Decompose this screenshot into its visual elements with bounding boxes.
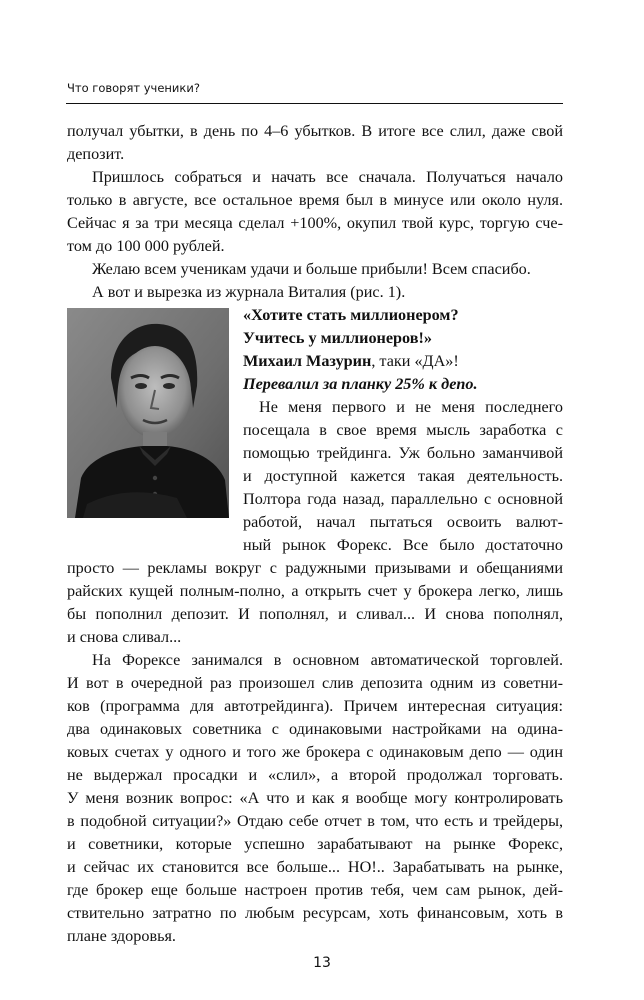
running-header: Что говорят ученики? (67, 81, 200, 95)
clipping-subheading: Перевалил за планку 25% к депо. (243, 375, 478, 393)
header-rule (66, 103, 563, 104)
text-line: и советники, которые успешно зарабатывают на рынке Форекс, (67, 835, 563, 853)
text-line: ков (программа для автотрейдинга). Причем интересная ситуация: (67, 697, 563, 715)
author-suffix: , таки «ДА»! (371, 352, 459, 370)
text-line: не выдержал просадки и «слил», а второй продолжал торговать. (67, 766, 563, 784)
text-line: Сейчас я за три месяца сделал +100%, окупил твой курс, торгую сче- (67, 214, 563, 232)
portrait-illustration (67, 308, 229, 518)
page-number: 13 (313, 955, 331, 971)
text-line: плане здоровья. (67, 927, 176, 945)
text-line: ствительно затратно по любым ресурсам, хоть финансовым, хоть в (67, 904, 563, 922)
text-line: Не меня первого и не меня последнего (259, 398, 563, 416)
text-line: посещала в свое время мысль заработка с (243, 421, 563, 439)
text-line: Полтора года назад, параллельно с основной (243, 490, 563, 508)
text-line: помощью трейдинга. Уж больно заманчивой (243, 444, 563, 462)
text-line: И вот в очередной раз произошел слив депозита одним из советни- (67, 674, 563, 692)
text-line: На Форексе занимался в основном автоматической торговлей. (92, 651, 563, 669)
text-line: получал убытки, в день по 4–6 убытков. В итоге все слил, даже свой (67, 122, 563, 140)
text-line: ковых счетах у одного и того же брокера с одинаковым депо — один (67, 743, 563, 761)
text-line: где брокер еще больше настроен против тебя, чем сам рынок, дей- (67, 881, 563, 899)
text-line: А вот и вырезка из журнала Виталия (рис. 1). (92, 283, 406, 301)
text-line: два одинаковых советника с одинаковыми настройками на одина- (67, 720, 563, 738)
text-line: Пришлось собраться и начать все сначала. Получаться начало (92, 168, 563, 186)
clipping-author-line (243, 350, 563, 372)
text-line: и сейчас их становится все больше... НО!.. Зарабатывать на рынке, (67, 858, 563, 876)
clipping-heading: «Хотите стать миллионером? (243, 306, 459, 324)
text-line: У меня возник вопрос: «А что и как я вообще могу контролировать (67, 789, 563, 807)
text-line: работой, начал пытаться освоить валют- (243, 513, 563, 531)
text-line: райских кущей полным-полно, а открыть счет у брокера легко, лишь (67, 582, 563, 600)
text-line: и доступной кажется такая деятельность. (243, 467, 563, 485)
clipping-heading: Учитесь у миллионеров!» (243, 329, 432, 347)
text-line: только в августе, все остальное время был в минусе или около нуля. (67, 191, 563, 209)
text-line: том до 100 000 рублей. (67, 237, 225, 255)
text-line: Желаю всем ученикам удачи и больше прибыли! Всем спасибо. (92, 260, 531, 278)
text-line: и снова сливал... (67, 628, 182, 646)
portrait-photo-icon (67, 308, 229, 518)
text-line: в подобной ситуации?» Отдаю себе отчет в том, что есть и трейдеры, (67, 812, 563, 830)
text-line: бы пополнил депозит. И пополнял, и сливал... И снова пополнял, (67, 605, 563, 623)
text-line: депозит. (67, 145, 125, 163)
text-line: просто — рекламы вокруг с радужными призывами и обещаниями (67, 559, 563, 577)
text-line: ный рынок Форекс. Все было достаточно (243, 536, 563, 554)
author-name: Михаил Мазурин (243, 352, 372, 370)
